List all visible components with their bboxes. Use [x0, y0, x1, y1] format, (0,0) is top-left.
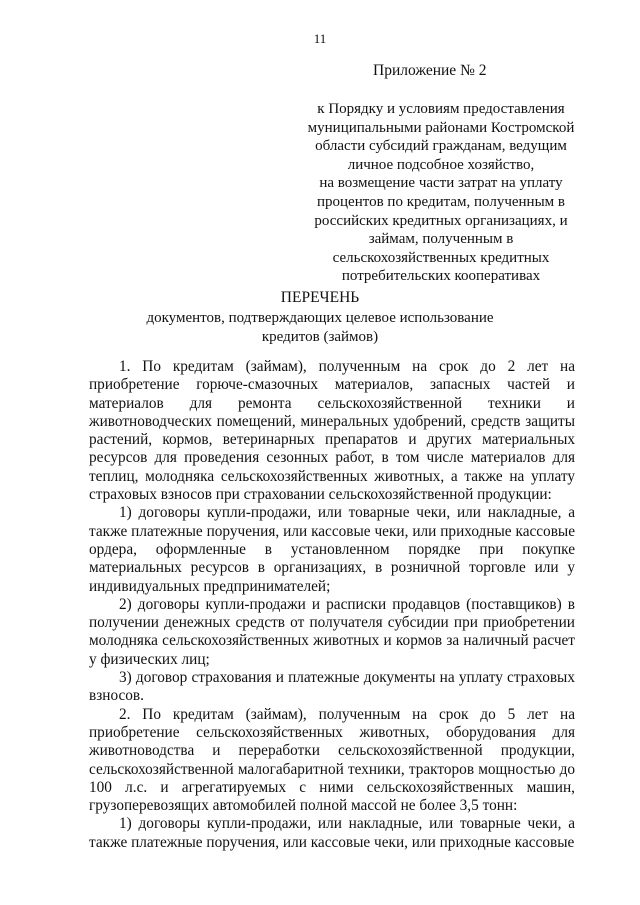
- appendix-title: Приложение № 2: [373, 62, 487, 79]
- appendix-description-line: займам, полученным в: [368, 231, 514, 248]
- document-title: ПЕРЕЧЕНЬ: [280, 289, 360, 306]
- appendix-description-line: российских кредитных организациях, и: [314, 212, 568, 229]
- document-subtitle-line: кредитов (займов): [261, 328, 379, 345]
- appendix-description-line: процентов по кредитам, полученным в: [317, 193, 565, 210]
- document-subtitle-line: документов, подтверждающих целевое использование: [146, 310, 494, 326]
- body-paragraph: 1. По кредитам (займам), полученным на срок до 2 лет на приобретение горюче-смазочных материалов, запасных частей и материалов для ремонта сельскохозяйственной техники и животноводческих помещений, минеральных удобрений, средств защиты растений, кормов, ветеринарных препаратов и других материальных ресурсов для проведения сезонных работ, в том числе материалов для теплиц, молодняка сельскохозяйственных животных, а также на уплату страховых взносов при страховании сельскохозяйственной продукции:: [89, 358, 575, 504]
- appendix-description-line: на возмещение части затрат на уплату: [319, 175, 563, 192]
- appendix-description: [296, 100, 586, 286]
- document-subtitle: [0, 309, 640, 346]
- appendix-description-line: сельскохозяйственных кредитных: [332, 249, 550, 266]
- body-paragraph: 2. По кредитам (займам), полученным на срок до 5 лет на приобретение сельскохозяйственных животных, оборудования для животноводства и переработки сельскохозяйственной продукции, сельскохозяйственной малогабаритной техники, тракторов мощностью до 100 л.с. и агрегатируемых с ними сельскохозяйственных машин, грузоперевозящих автомобилей полной массой не более 3,5 тонн:: [89, 705, 575, 815]
- document-body: [89, 358, 575, 852]
- body-paragraph: 1) договоры купли-продажи, или товарные чеки, или накладные, а также платежные поручения, или кассовые чеки, или приходные кассовые ордера, оформленные в установленном порядке при покупке материальных ресурсов в организациях, в розничной торговле или у индивидуальных предпринимателей;: [89, 504, 575, 595]
- appendix-description-line: муниципальными районами Костромской: [307, 119, 575, 136]
- appendix-description-line: личное подсобное хозяйство,: [347, 156, 535, 173]
- appendix-description-line: области субсидий гражданам, ведущим: [315, 138, 567, 155]
- appendix-description-line: к Порядку и условиям предоставления: [317, 101, 565, 117]
- body-paragraph: 2) договоры купли-продажи и расписки продавцов (поставщиков) в получении денежных средств от получателя субсидии при приобретении молодняка сельскохозяйственных животных и кормов за наличный расчет у физических лиц;: [89, 595, 575, 668]
- body-paragraph: 3) договор страхования и платежные документы на уплату страховых взносов.: [89, 669, 575, 705]
- page-number: 11: [313, 31, 327, 46]
- body-paragraph: 1) договоры купли-продажи, или накладные, или товарные чеки, а также платежные поручения, или кассовые чеки, или приходные кассовые: [89, 815, 575, 851]
- appendix-description-line: потребительских кооперативах: [341, 268, 541, 285]
